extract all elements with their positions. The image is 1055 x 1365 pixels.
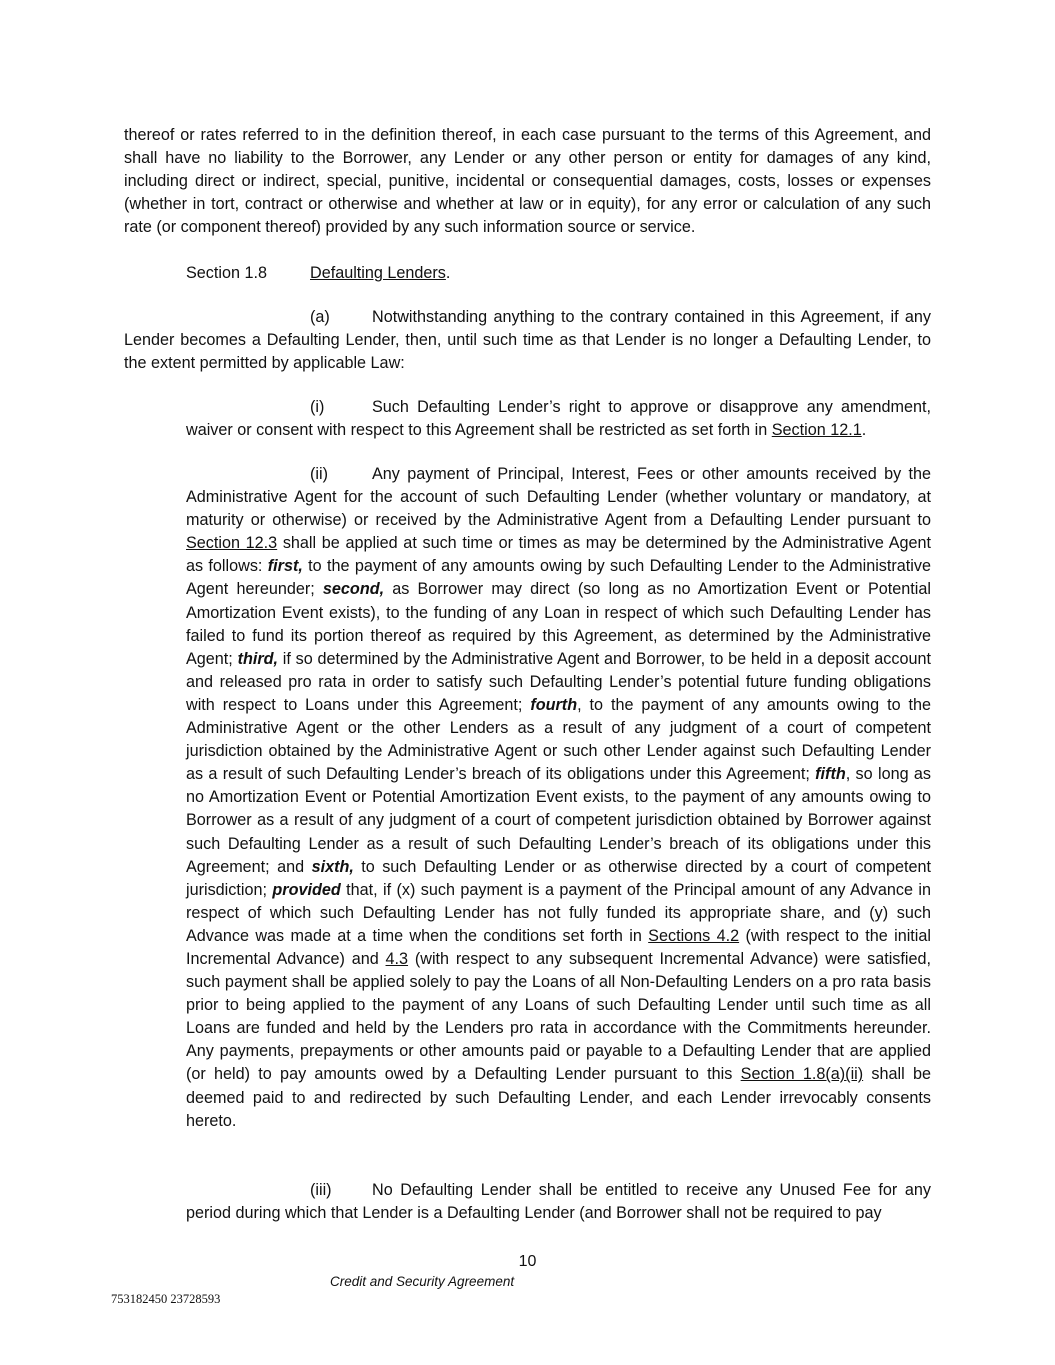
- document-id: 753182450 23728593: [111, 1292, 221, 1306]
- section-number: Section 1.8: [186, 264, 267, 282]
- page-number: 10: [518, 1253, 537, 1270]
- paragraph-i-end: .: [861, 421, 867, 440]
- section-title-period: .: [445, 264, 451, 282]
- intro-text: thereof or rates referred to in the definition thereof, in each case pursuant to the terms of this Agreement, and shall have no liability to the Borrower, any Lender or any other person or entity for damages of any kind, including direct or indirect, special, punitive, incidental or consequential damages, costs, losses or expenses (whether in tort, contract or otherwise and whether at law or in equity), for any error or calculation of any such rate (or component thereof) provided by any such information source or service.: [124, 126, 931, 237]
- paragraph-a: [124, 306, 931, 375]
- paragraph-a-marker: (a): [310, 308, 330, 326]
- paragraph-ii-text: shall be deemed paid to and redirected by such Defaulting Lender, and each Lender irrevocably consents hereto.: [186, 1065, 931, 1130]
- paragraph-ii-marker: (ii): [310, 465, 328, 483]
- paragraph-ii-text: to such Defaulting Lender or as otherwise directed by a court of competent jurisdiction;: [186, 857, 931, 899]
- cross-reference-4-3: 4.3: [385, 949, 409, 968]
- paragraph-ii: [186, 463, 931, 1133]
- paragraph-ii-text: Any payment of Principal, Interest, Fees or other amounts received by the Administrative Agent for the account of such Defaulting Lender (whether voluntary or mandatory, at maturity or otherwise) or received by the Administrative Agent from a Defaulting Lender pursuant to: [186, 465, 931, 530]
- keyword-first: first,: [267, 557, 303, 576]
- section-heading: [186, 262, 450, 285]
- paragraph-ii-text: that, if (x) such payment is a payment of the Principal amount of any Advance in respect of which such Defaulting Lender has not fully funded its appropriate share, and (y) such Advance was made at a time when the conditions set forth in: [186, 880, 932, 945]
- paragraph-ii-text: shall be applied at such time or times as may be determined by the Administrative Agent as follows:: [186, 534, 931, 576]
- paragraph-i: [186, 396, 931, 442]
- keyword-fourth: fourth: [530, 695, 578, 714]
- keyword-fifth: fifth: [815, 765, 846, 784]
- paragraph-i-marker: (i): [310, 398, 325, 416]
- paragraph-ii-text: , to the payment of any amounts owing to the Administrative Agent or the other Lenders as a result of any judgment of a court of competent jurisdiction obtained by the Administrative Agent or such other Lender against such Defaulting Lender as a result of such Defaulting Lender’s breach of its obligations under this Agreement;: [186, 695, 931, 784]
- paragraph-ii-text: , so long as no Amortization Event or Potential Amortization Event exists, to the payment of any amounts owing to Borrower as a result of any judgment of a court of competent jurisdiction obtained by Borrower against such Defaulting Lender as a result of such Defaulting Lender’s breach of its obligations under this Agreement; and: [186, 765, 932, 876]
- paragraph-ii-text: if so determined by the Administrative Agent and Borrower, to be held in a deposit account and released pro rata in order to satisfy such Defaulting Lender’s potential future funding obligations with respect to Loans under this Agreement;: [186, 649, 931, 714]
- paragraph-a-text: Notwithstanding anything to the contrary contained in this Agreement, if any Lender becomes a Defaulting Lender, then, until such time as that Lender is no longer a Defaulting Lender, to the extent permitted by applicable Law:: [124, 308, 931, 373]
- cross-reference-section-12-1: Section 12.1: [771, 421, 862, 440]
- paragraph-i-text: Such Defaulting Lender’s right to approve or disapprove any amendment, waiver or consent with respect to this Agreement shall be restricted as set forth in: [186, 398, 931, 440]
- cross-reference-section-1-8-a-ii: Section 1.8(a)(ii): [740, 1065, 864, 1084]
- paragraph-ii-text: (with respect to any subsequent Incremental Advance) were satisfied, such payment shall be applied solely to pay the Loans of all Non-Defaulting Lenders on a pro rata basis prior to being applied to the payment of any Loans of such Defaulting Lender until such time as all Loans are funded and held by the Lenders pro rata in accordance with the Commitments hereunder. Any payments, prepayments or other amounts paid or payable to a Defaulting Lender that are applied (or held) to pay amounts owed by a Defaulting Lender pursuant to this: [186, 949, 931, 1084]
- keyword-provided: provided: [272, 880, 341, 899]
- paragraph-ii-text: as Borrower may direct (so long as no Amortization Event or Potential Amortization Event exists), to the funding of any Loan in respect of which such Defaulting Lender has failed to fund its portion thereof as required by this Agreement, as determined by the Administrative Agent;: [186, 580, 931, 668]
- keyword-third: third,: [237, 649, 279, 668]
- footer-document-title: Credit and Security Agreement: [330, 1274, 515, 1289]
- keyword-second: second,: [322, 580, 385, 599]
- paragraph-iii-marker: (iii): [310, 1181, 332, 1199]
- intro-paragraph: [124, 124, 931, 239]
- section-title: Defaulting Lenders: [310, 264, 446, 282]
- paragraph-iii: [186, 1179, 931, 1225]
- keyword-sixth: sixth,: [311, 857, 354, 876]
- cross-reference-section-12-3: Section 12.3: [186, 534, 278, 553]
- paragraph-ii-text: to the payment of any amounts owing by such Defaulting Lender to the Administrative Agent hereunder;: [186, 557, 931, 599]
- cross-reference-sections-4-2: Sections 4.2: [648, 926, 740, 945]
- paragraph-iii-text: No Defaulting Lender shall be entitled to receive any Unused Fee for any period during which that Lender is a Defaulting Lender (and Borrower shall not be required to pay: [186, 1181, 931, 1223]
- paragraph-ii-text: (with respect to the initial Incremental Advance) and: [186, 926, 931, 968]
